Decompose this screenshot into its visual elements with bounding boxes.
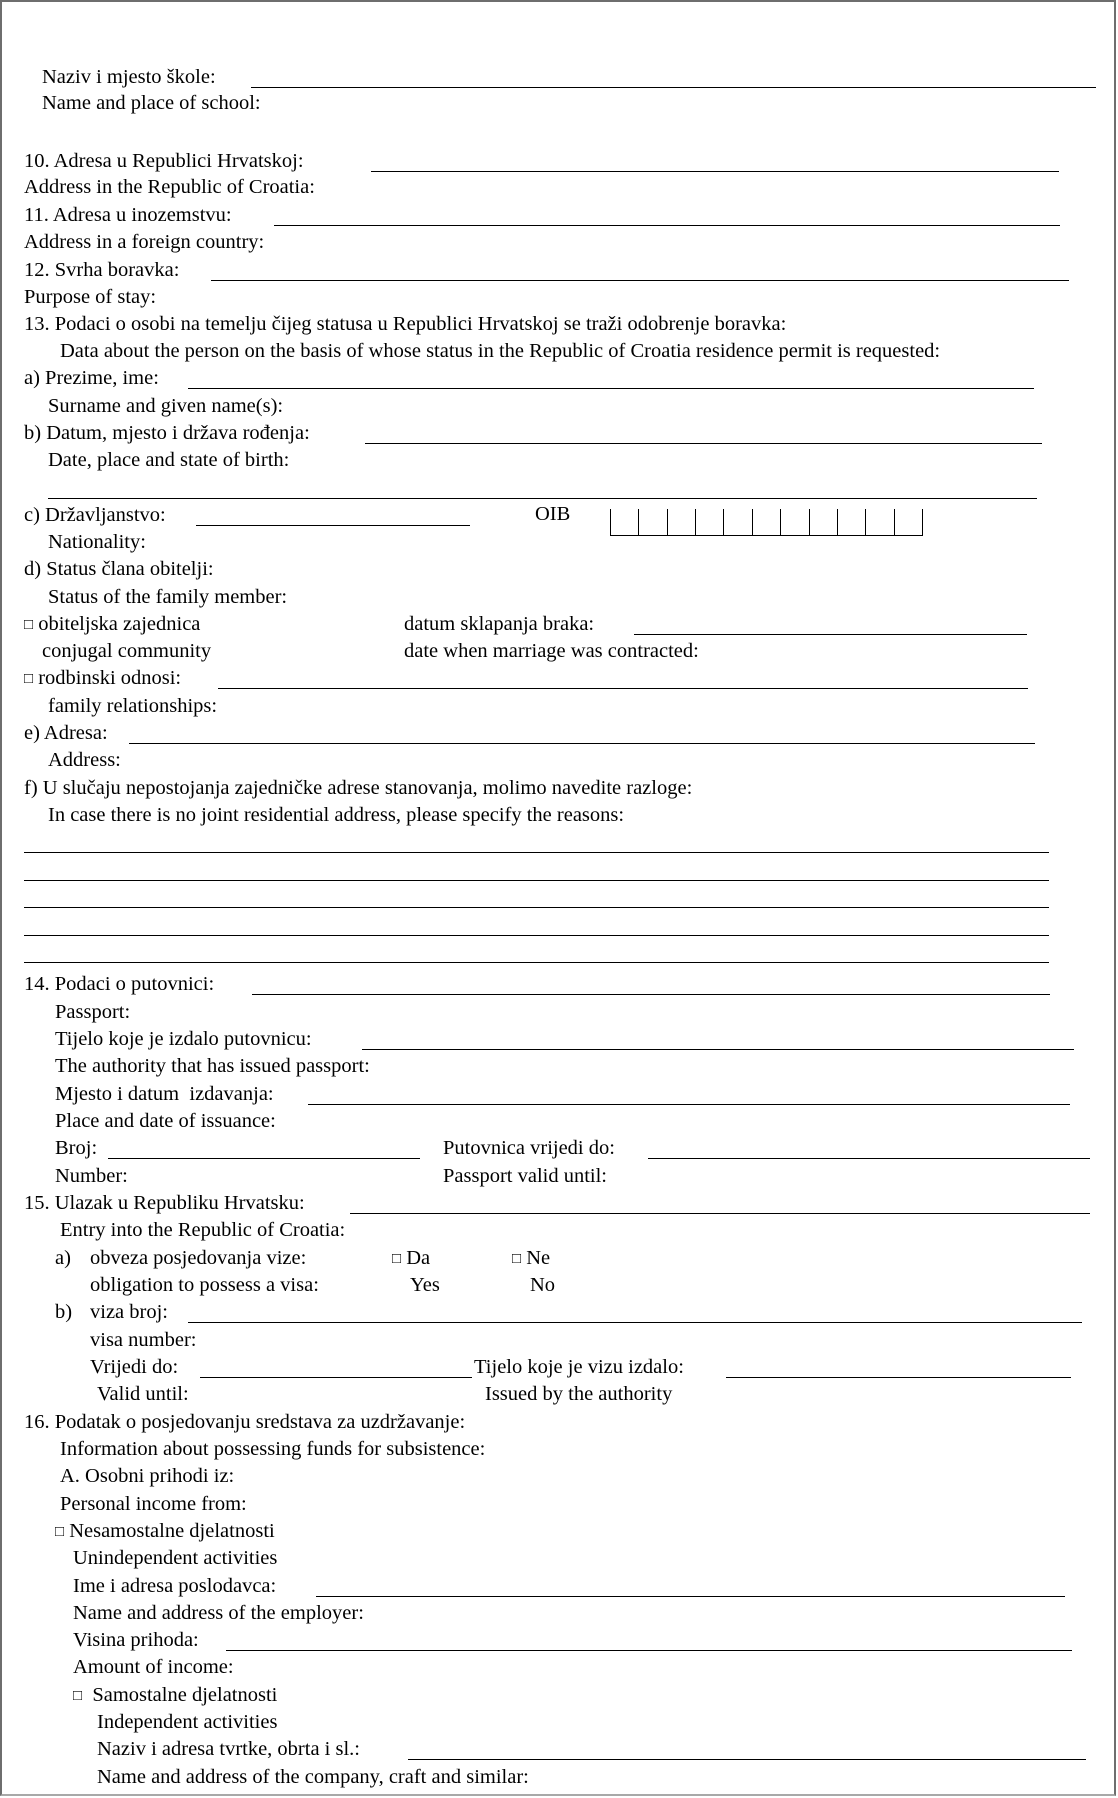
s12-label-en: Purpose of stay: xyxy=(24,286,157,308)
s13c-nationality-input-line[interactable] xyxy=(196,504,470,526)
s14-label-en: Passport: xyxy=(55,1001,131,1023)
oib-digit-box[interactable] xyxy=(810,509,838,535)
employer-label-en: Name and address of the employer: xyxy=(73,1602,364,1624)
reason-input-line[interactable] xyxy=(24,914,1049,936)
visa-obligation-label-hr: obveza posjedovanja vize: xyxy=(90,1247,307,1269)
s15-label-hr: 15. Ulazak u Republiku Hrvatsku: xyxy=(24,1192,305,1214)
employer-input-line[interactable] xyxy=(316,1575,1065,1597)
company-label-en: Name and address of the company, craft and similar: xyxy=(97,1766,529,1788)
oib-digit-box[interactable] xyxy=(753,509,781,535)
visa-yes-label-hr: Da xyxy=(406,1247,431,1269)
valid-input-line[interactable] xyxy=(648,1137,1090,1159)
company-label-hr: Naziv i adresa tvrtke, obrta i sl.: xyxy=(97,1738,360,1760)
number-input-line[interactable] xyxy=(108,1137,420,1159)
s16A-label-hr: A. Osobni prihodi iz: xyxy=(60,1465,235,1487)
oib-digit-box[interactable] xyxy=(639,509,667,535)
s13b-label-hr: b) Datum, mjesto i država rođenja: xyxy=(24,422,310,444)
s14-input-line[interactable] xyxy=(252,973,1050,995)
visa-issuer-input-line[interactable] xyxy=(726,1356,1071,1378)
checkbox-icon[interactable]: □ xyxy=(512,1251,522,1267)
s13d-label-en: Status of the family member: xyxy=(48,586,288,608)
s13c-label-en: Nationality: xyxy=(48,531,146,553)
number-label-en: Number: xyxy=(55,1165,128,1187)
marriage-date-label-en: date when marriage was contracted: xyxy=(404,640,699,662)
s13e-label-hr: e) Adresa: xyxy=(24,722,108,744)
oib-digit-box[interactable] xyxy=(724,509,752,535)
authority-input-line[interactable] xyxy=(362,1028,1074,1050)
s13e-label-en: Address: xyxy=(48,749,121,771)
school-label-en: Name and place of school: xyxy=(42,92,261,114)
s10-label-en: Address in the Republic of Croatia: xyxy=(24,176,315,198)
oib-input-boxes[interactable] xyxy=(610,509,923,536)
visa-number-label-hr: viza broj: xyxy=(90,1301,168,1323)
company-input-line[interactable] xyxy=(408,1738,1086,1760)
visa-yes-option[interactable] xyxy=(392,1246,430,1270)
marriage-date-label-hr: datum sklapanja braka: xyxy=(404,613,595,635)
s12-label-hr: 12. Svrha boravka: xyxy=(24,259,180,281)
self-employed-label-en: Independent activities xyxy=(97,1711,278,1733)
visa-no-label-hr: Ne xyxy=(526,1247,551,1269)
s16-label-en: Information about possessing funds for subsistence: xyxy=(60,1438,486,1460)
visa-issuer-label-en: Issued by the authority xyxy=(485,1383,673,1405)
authority-label-en: The authority that has issued passport: xyxy=(55,1055,370,1077)
s12-input-line[interactable] xyxy=(211,259,1069,281)
oib-digit-box[interactable] xyxy=(696,509,724,535)
visa-issuer-label-hr: Tijelo koje je vizu izdalo: xyxy=(474,1356,684,1378)
conjugal-option[interactable] xyxy=(24,612,200,636)
reason-input-line[interactable] xyxy=(24,859,1049,881)
s13-title-hr: 13. Podaci o osobi na temelju čijeg statusa u Republici Hrvatskoj se traži odobrenje boravka: xyxy=(24,313,787,335)
visa-number-label-en: visa number: xyxy=(90,1329,197,1351)
amount-input-line[interactable] xyxy=(226,1629,1072,1651)
s13f-label-hr: f) U slučaju nepostojanja zajedničke adrese stanovanja, molimo navedite razloge: xyxy=(24,777,693,799)
s14-label-hr: 14. Podaci o putovnici: xyxy=(24,973,215,995)
s13b-input-line-2[interactable] xyxy=(48,477,1037,499)
place-date-input-line[interactable] xyxy=(308,1083,1070,1105)
s13a-label-hr: a) Prezime, ime: xyxy=(24,367,159,389)
relations-option[interactable] xyxy=(24,666,181,690)
s13a-input-line[interactable] xyxy=(188,367,1034,389)
s13f-label-en: In case there is no joint residential address, please specify the reasons: xyxy=(48,804,625,826)
reason-input-line[interactable] xyxy=(24,831,1049,853)
conjugal-label-en: conjugal community xyxy=(42,640,212,662)
checkbox-icon[interactable]: □ xyxy=(392,1251,402,1267)
school-label-hr: Naziv i mjesto škole: xyxy=(42,66,216,88)
oib-digit-box[interactable] xyxy=(866,509,894,535)
amount-label-en: Amount of income: xyxy=(73,1656,234,1678)
visa-valid-label-en: Valid until: xyxy=(97,1383,189,1405)
place-date-label-hr: Mjesto i datum izdavanja: xyxy=(55,1083,274,1105)
valid-label-hr: Putovnica vrijedi do: xyxy=(443,1137,615,1159)
s11-label-en: Address in a foreign country: xyxy=(24,231,265,253)
visa-valid-input-line[interactable] xyxy=(200,1356,472,1378)
s15-label-en: Entry into the Republic of Croatia: xyxy=(60,1219,346,1241)
self-employed-label-hr: Samostalne djelatnosti xyxy=(92,1684,278,1706)
s16-label-hr: 16. Podatak o posjedovanju sredstava za uzdržavanje: xyxy=(24,1411,466,1433)
school-input-line[interactable] xyxy=(251,66,1096,88)
s11-label-hr: 11. Adresa u inozemstvu: xyxy=(24,204,232,226)
s10-label-hr: 10. Adresa u Republici Hrvatskoj: xyxy=(24,150,304,172)
employed-option[interactable] xyxy=(55,1519,275,1543)
s13d-label-hr: d) Status člana obitelji: xyxy=(24,558,214,580)
visa-number-input-line[interactable] xyxy=(188,1301,1082,1323)
oib-digit-box[interactable] xyxy=(895,509,923,535)
visa-obligation-label-en: obligation to possess a visa: xyxy=(90,1274,319,1296)
employer-label-hr: Ime i adresa poslodavca: xyxy=(73,1575,277,1597)
relations-label-en: family relationships: xyxy=(48,695,218,717)
relations-input-line[interactable] xyxy=(218,667,1028,689)
relations-label-hr: rodbinski odnosi: xyxy=(38,667,182,689)
marriage-date-input-line[interactable] xyxy=(634,613,1027,635)
s13b-input-line[interactable] xyxy=(365,422,1042,444)
employed-label-hr: Nesamostalne djelatnosti xyxy=(69,1520,275,1542)
s10-input-line[interactable] xyxy=(371,150,1059,172)
number-label-hr: Broj: xyxy=(55,1137,98,1159)
checkbox-icon[interactable]: □ xyxy=(24,617,34,633)
authority-label-hr: Tijelo koje je izdalo putovnicu: xyxy=(55,1028,312,1050)
s13b-label-en: Date, place and state of birth: xyxy=(48,449,290,471)
visa-no-option[interactable] xyxy=(512,1246,550,1270)
oib-digit-box[interactable] xyxy=(781,509,809,535)
reason-input-line[interactable] xyxy=(24,941,1049,963)
s15a-marker: a) xyxy=(55,1247,71,1269)
s13-title-en: Data about the person on the basis of whose status in the Republic of Croatia residence permit is requested: xyxy=(60,340,941,362)
valid-label-en: Passport valid until: xyxy=(443,1165,607,1187)
reason-input-line[interactable] xyxy=(24,886,1049,908)
s15-input-line[interactable] xyxy=(350,1192,1090,1214)
visa-yes-label-en: Yes xyxy=(410,1274,440,1296)
employed-label-en: Unindependent activities xyxy=(73,1547,278,1569)
s13c-label-hr: c) Državljanstvo: xyxy=(24,504,166,526)
amount-label-hr: Visina prihoda: xyxy=(73,1629,199,1651)
visa-no-label-en: No xyxy=(530,1274,556,1296)
place-date-label-en: Place and date of issuance: xyxy=(55,1110,276,1132)
oib-label: OIB xyxy=(535,503,571,525)
s15b-marker: b) xyxy=(55,1301,73,1323)
self-employed-option[interactable] xyxy=(73,1683,277,1707)
checkbox-icon[interactable]: □ xyxy=(73,1688,83,1704)
oib-digit-box[interactable] xyxy=(611,509,639,535)
s11-input-line[interactable] xyxy=(274,204,1060,226)
s13a-label-en: Surname and given name(s): xyxy=(48,395,284,417)
s13e-input-line[interactable] xyxy=(129,722,1035,744)
oib-digit-box[interactable] xyxy=(838,509,866,535)
checkbox-icon[interactable]: □ xyxy=(55,1524,65,1540)
oib-digit-box[interactable] xyxy=(668,509,696,535)
conjugal-label-hr: obiteljska zajednica xyxy=(38,613,201,635)
s16A-label-en: Personal income from: xyxy=(60,1493,247,1515)
checkbox-icon[interactable]: □ xyxy=(24,671,34,687)
visa-valid-label-hr: Vrijedi do: xyxy=(90,1356,179,1378)
